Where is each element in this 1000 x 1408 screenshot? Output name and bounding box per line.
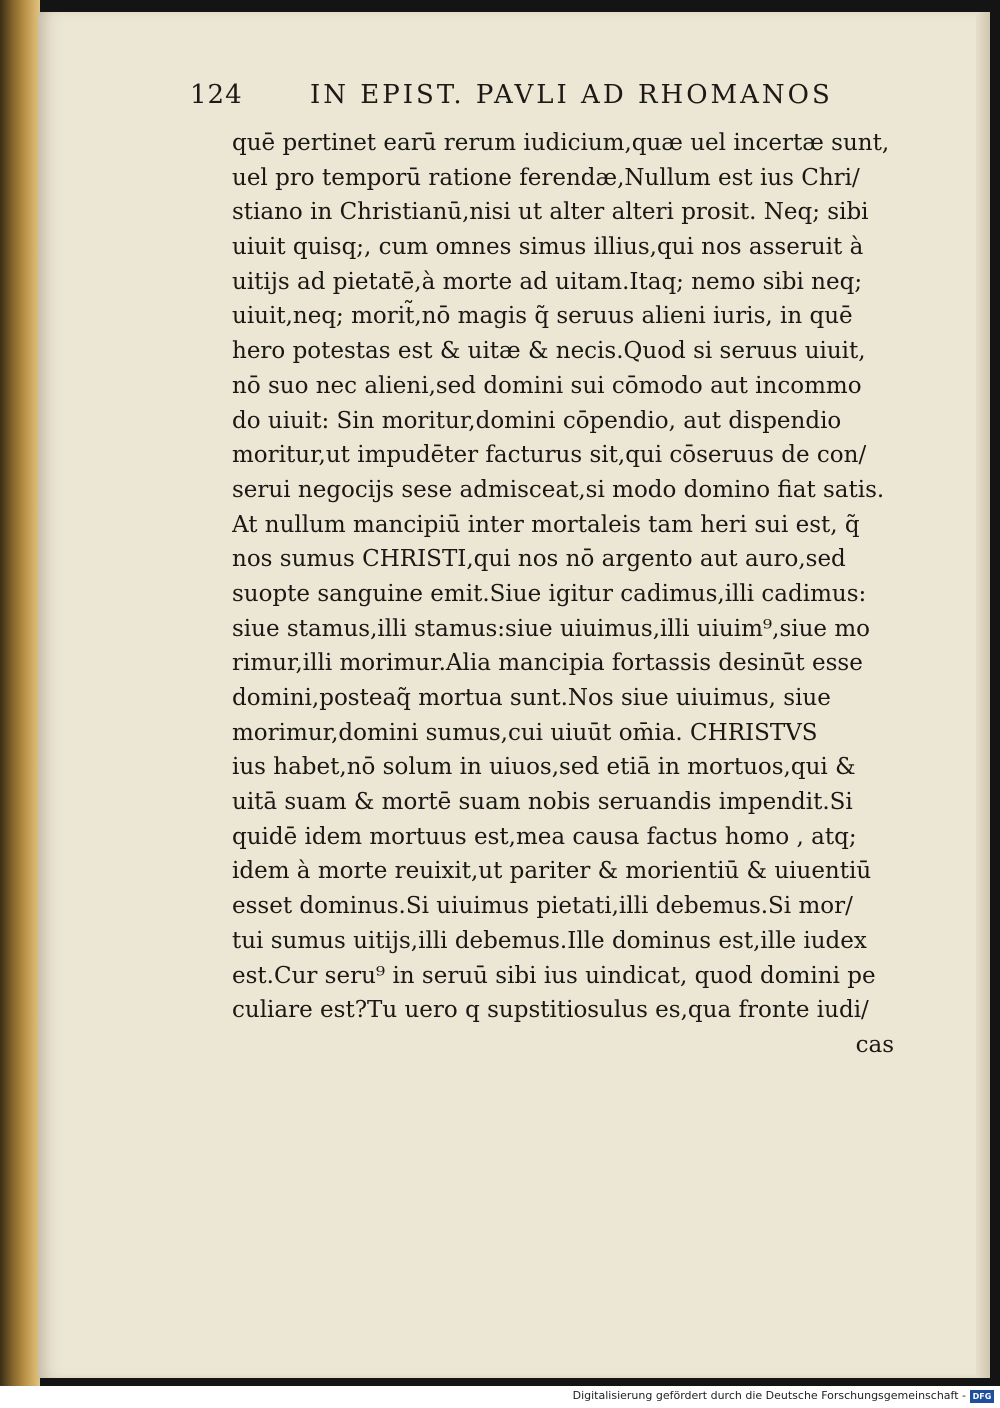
- book-binding: [0, 0, 40, 1386]
- page-number: 124: [190, 80, 243, 110]
- text-line: uiuit,neq; morit̃,nō magis q̃ seruus alieni iuris, in quē: [232, 303, 853, 330]
- text-line: culiare est?Tu uero q supstitiosulus es,qua fronte iudi/: [232, 997, 869, 1024]
- text-line: nō suo nec alieni,sed domini sui cōmodo aut incommo: [232, 372, 862, 399]
- text-line: domini,posteaq̃ mortua sunt.Nos siue uiuimus, siue: [232, 685, 831, 711]
- text-line: quidē idem mortuus est,mea causa factus homo , atq;: [232, 823, 857, 850]
- text-line: tui sumus uitijs,illi debemus.Ille dominus est,ille iudex: [232, 927, 867, 954]
- text-line: serui negocijs sese admisceat,si modo domino fiat satis.: [232, 476, 885, 503]
- running-head-title: IN EPIST. PAVLI AD RHOMANOS: [310, 80, 833, 110]
- body-text: [232, 126, 922, 1063]
- text-line: nos sumus CHRISTI,qui nos nō argento aut auro,sed: [232, 546, 846, 573]
- text-line: uel pro temporū ratione ferendæ,Nullum est ius Chri/: [232, 164, 860, 191]
- text-line: uitijs ad pietatē,à morte ad uitam.Itaq; nemo sibi neq;: [232, 268, 863, 295]
- catchword: cas: [855, 1031, 894, 1058]
- text-line: suopte sanguine emit.Siue igitur cadimus,illi cadimus:: [232, 580, 867, 607]
- text-line: ius habet,nō solum in uiuos,sed etiā in mortuos,qui &: [232, 754, 856, 781]
- text-line: At nullum mancipiū inter mortaleis tam heri sui est, q̃: [232, 511, 860, 538]
- text-line: uiuit quisq;, cum omnes simus illius,qui nos asseruit à: [232, 234, 864, 261]
- funding-footer: [0, 1386, 1000, 1408]
- text-line: morimur,domini sumus,cui uiuūt om̄ia. CHRISTVS: [232, 719, 818, 746]
- dfg-logo: DFG: [970, 1390, 994, 1403]
- text-line: rimur,illi morimur.Alia mancipia fortassis desinūt esse: [232, 650, 863, 677]
- text-line: uitā suam & mortē suam nobis seruandis impendit.Si: [232, 789, 853, 816]
- running-head: [190, 80, 890, 120]
- text-line: hero potestas est & uitæ & necis.Quod si seruus uiuit,: [232, 338, 866, 365]
- text-line: esset dominus.Si uiuimus pietati,illi debemus.Si mor/: [232, 893, 853, 920]
- funding-credit: Digitalisierung gefördert durch die Deutsche Forschungsgemeinschaft -: [572, 1389, 966, 1402]
- text-line: moritur,ut impudēter facturus sit,qui cōseruus de con/: [232, 442, 867, 469]
- page-edge: [976, 12, 990, 1378]
- text-line: siue stamus,illi stamus:siue uiuimus,illi uiuim⁹,siue mo: [232, 615, 870, 642]
- text-line: do uiuit: Sin moritur,domini cōpendio, aut dispendio: [232, 407, 842, 434]
- text-line: idem à morte reuixit,ut pariter & morientiū & uiuentiū: [232, 858, 872, 885]
- text-line: stiano in Christianū,nisi ut alter alteri prosit. Neq; sibi: [232, 199, 869, 226]
- text-line: quē pertinet earū rerum iudicium,quæ uel incertæ sunt,: [232, 130, 890, 156]
- text-line: est.Cur seru⁹ in seruū sibi ius uindicat, quod domini pe: [232, 962, 876, 989]
